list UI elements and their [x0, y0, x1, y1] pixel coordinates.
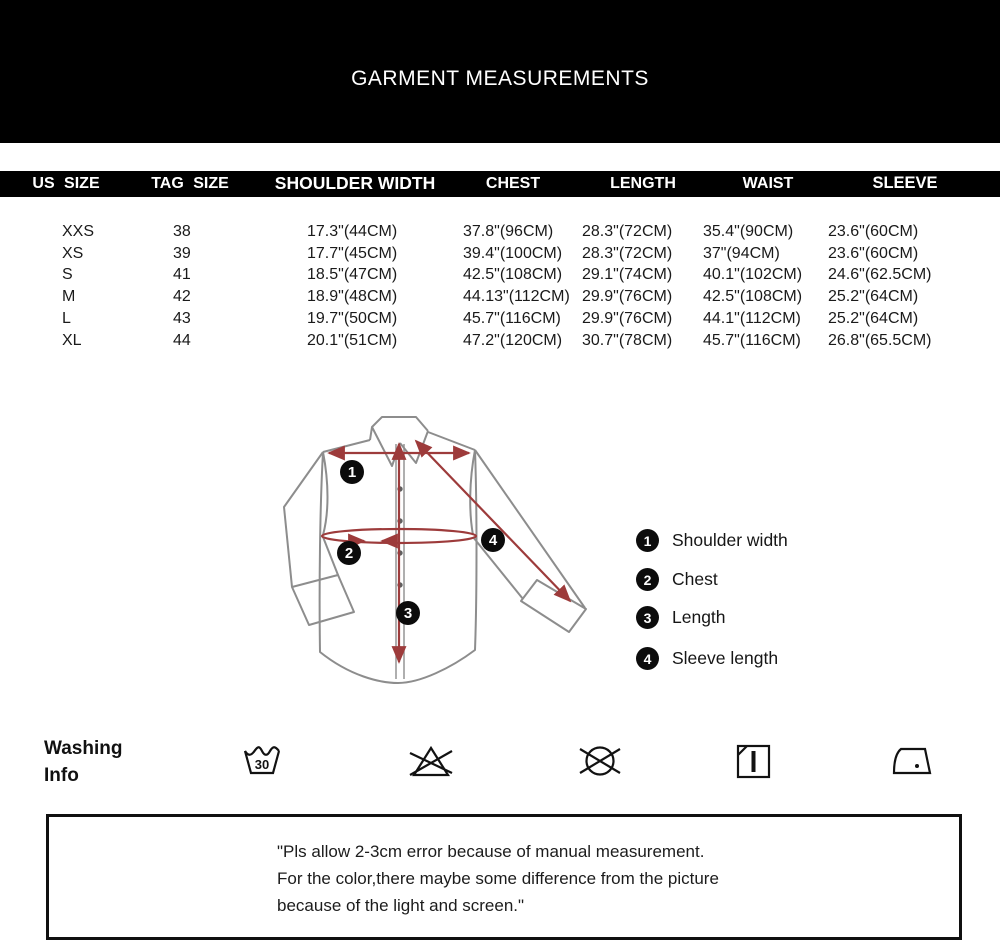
table-cell: 26.8"(65.5CM): [828, 331, 932, 349]
table-cell: 24.6"(62.5CM): [828, 266, 932, 284]
legend-item-chest: [636, 568, 718, 591]
shirt-measurement-diagram: [265, 395, 633, 707]
table-cell: 18.9"(48CM): [307, 288, 398, 306]
col-header-chest: CHEST: [485, 175, 541, 192]
table-cell: XS: [62, 244, 84, 262]
svg-text:4: 4: [488, 532, 498, 549]
svg-text:30: 30: [254, 757, 270, 772]
col-header-shoulder-width: SHOULDER WIDTH: [274, 173, 436, 193]
legend-item-sleeve-length: [636, 647, 778, 670]
legend-number-badge: 4: [636, 647, 659, 670]
table-cell: 18.5"(47CM): [307, 266, 398, 284]
do-not-bleach-icon: [408, 741, 454, 781]
table-row: [0, 308, 1000, 330]
col-header-sleeve: SLEEVE: [872, 174, 938, 192]
iron-low-heat-icon: [889, 741, 935, 781]
table-cell: 17.3"(44CM): [307, 223, 398, 240]
table-row: [0, 330, 1000, 352]
table-cell: 23.6"(60CM): [828, 223, 919, 240]
legend-item-shoulder-width: [636, 529, 788, 552]
table-cell: 19.7"(50CM): [307, 309, 398, 327]
table-cell: S: [62, 266, 73, 284]
sleeve-length-arrow: [416, 441, 570, 601]
table-cell: 39: [173, 244, 191, 262]
table-cell: 45.7"(116CM): [703, 331, 801, 349]
table-cell: XXS: [62, 223, 95, 240]
legend-number-badge: 1: [636, 529, 659, 552]
disclaimer-box: [46, 814, 962, 940]
table-cell: 47.2"(120CM): [463, 331, 563, 349]
table-cell: 37.8"(96CM): [463, 223, 554, 240]
table-cell: 37"(94CM): [703, 244, 780, 262]
table-cell: 43: [173, 309, 191, 327]
table-cell: 20.1"(51CM): [307, 331, 398, 349]
legend-label: Shoulder width: [672, 530, 788, 550]
table-row: [0, 221, 1000, 243]
table-cell: 38: [173, 223, 191, 240]
disclaimer-line: "Pls allow 2-3cm error because of manual measurement.: [277, 842, 705, 861]
table-cell: 25.2"(64CM): [828, 309, 919, 327]
legend-label: Sleeve length: [672, 648, 779, 668]
table-row: [0, 243, 1000, 265]
table-cell: 40.1"(102CM): [703, 266, 803, 284]
table-cell: 29.9"(76CM): [582, 309, 673, 327]
table-cell: 42: [173, 288, 191, 306]
svg-text:2: 2: [344, 545, 354, 562]
table-cell: 41: [173, 266, 191, 284]
table-cell: 28.3"(72CM): [582, 223, 673, 240]
marker-3: [396, 601, 420, 625]
table-cell: M: [62, 288, 76, 306]
table-cell: 25.2"(64CM): [828, 288, 919, 306]
table-cell: 45.7"(116CM): [463, 309, 561, 327]
table-row: [0, 264, 1000, 286]
table-cell: L: [62, 309, 71, 327]
legend-item-length: [636, 606, 726, 629]
washing-info-label: Washing Info: [44, 738, 123, 786]
legend-label: Length: [672, 607, 726, 627]
table-cell: 42.5"(108CM): [463, 266, 563, 284]
table-cell: 39.4"(100CM): [463, 244, 563, 262]
do-not-dry-clean-icon: [577, 741, 623, 781]
table-cell: 44.13"(112CM): [463, 288, 570, 306]
table-cell: 44.1"(112CM): [703, 309, 801, 327]
drip-dry-icon: [730, 741, 776, 781]
marker-2: [337, 541, 361, 565]
table-cell: 42.5"(108CM): [703, 288, 803, 306]
disclaimer-text: [277, 838, 719, 919]
svg-text:3: 3: [403, 605, 413, 622]
table-cell: 29.9"(76CM): [582, 288, 673, 306]
table-cell: 44: [173, 331, 191, 349]
marker-4: [481, 528, 505, 552]
disclaimer-line: For the color,there maybe some difference from the picture: [277, 869, 719, 888]
legend-number-badge: 2: [636, 568, 659, 591]
table-row: [0, 286, 1000, 308]
table-cell: 29.1"(74CM): [582, 266, 673, 284]
table-cell: XL: [62, 331, 82, 349]
col-header-tag-size: TAG SIZE: [151, 175, 229, 192]
col-header-length: LENGTH: [610, 175, 676, 192]
size-table-header: [0, 171, 1000, 197]
table-cell: 35.4"(90CM): [703, 223, 794, 240]
legend-label: Chest: [672, 569, 718, 589]
table-cell: 30.7"(78CM): [582, 331, 673, 349]
marker-1: [340, 460, 364, 484]
page-title: GARMENT MEASUREMENTS: [351, 67, 649, 90]
col-header-waist: WAIST: [742, 175, 794, 192]
disclaimer-line: because of the light and screen.": [277, 896, 525, 915]
svg-text:1: 1: [347, 464, 357, 481]
table-cell: 17.7"(45CM): [307, 244, 398, 262]
col-header-us-size: US SIZE: [32, 175, 100, 192]
shirt-outline: [284, 417, 586, 683]
title-bar: [0, 0, 1000, 143]
table-cell: 23.6"(60CM): [828, 244, 919, 262]
table-cell: 28.3"(72CM): [582, 244, 673, 262]
legend-number-badge: 3: [636, 606, 659, 629]
machine-wash-30-icon: [239, 741, 285, 779]
